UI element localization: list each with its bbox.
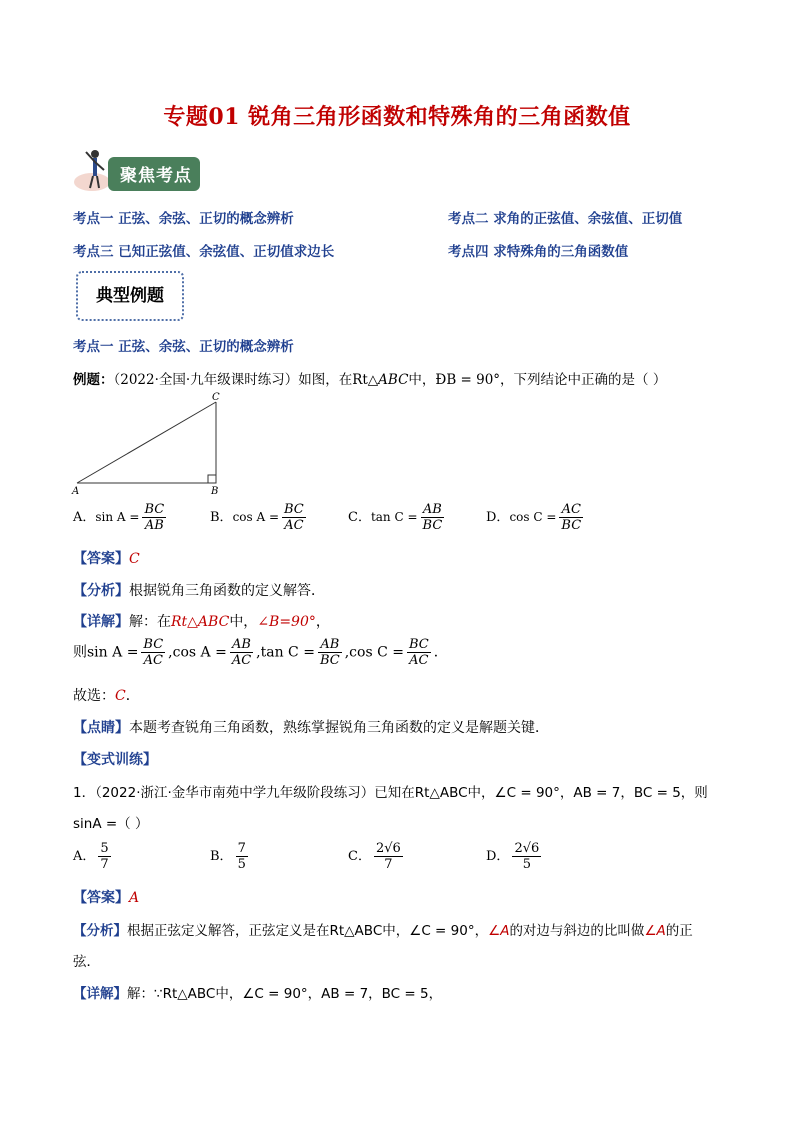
focus-banner <box>72 148 202 194</box>
example-prefix: 例题： <box>73 372 114 388</box>
option-d: D．cos C = $\frac{AC}{BC}$ <box>486 502 582 533</box>
point-1: 【点睛】本题考查锐角三角函数，熟练掌握锐角三角函数的定义是解题关键． <box>73 720 549 736</box>
kaodian-1: 考点一 正弦、余弦、正切的概念辨析 <box>73 211 294 227</box>
detail-2: 【详解】解：∵Rt△ABC中，∠C = 90°，AB = 7，BC = 5， <box>73 986 443 1002</box>
banner-label: 聚焦考点 <box>120 166 192 186</box>
q1-option-a: A． $\frac{5}{7}$ <box>73 841 109 872</box>
analysis-1: 【分析】根据锐角三角函数的定义解答． <box>73 583 325 599</box>
typical-examples-box: 典型例题 <box>76 271 184 321</box>
q1-option-d: D． $\frac{2√6}{5}$ <box>486 841 540 872</box>
kaodian-4: 考点四 求特殊角的三角函数值 <box>448 244 629 260</box>
kaodian-3: 考点三 已知正弦值、余弦值、正切值求边长 <box>73 244 335 260</box>
analysis-2: 【分析】根据正弦定义解答，正弦定义是在Rt△ABC中，∠C = 90°，∠A的对边与斜边的比叫做∠A的正 <box>73 923 693 939</box>
right-triangle-figure <box>70 390 230 498</box>
option-b: B．cos A = $\frac{BC}{AC}$ <box>210 502 304 533</box>
section-heading: 考点一 正弦、余弦、正切的概念辨析 <box>73 339 294 355</box>
q1-option-b: B． $\frac{7}{5}$ <box>210 841 246 872</box>
vertex-c-label: C <box>212 392 220 403</box>
option-c: C．tan C = $\frac{AB}{BC}$ <box>348 502 443 533</box>
question-1-line-1: 1．（2022·浙江·金华市南苑中学九年级阶段练习）已知在Rt△ABC中，∠C = 90°，AB = 7，BC = 5，则 <box>73 785 708 801</box>
option-a: A．sin A = $\frac{BC}{AB}$ <box>73 502 165 533</box>
question-1-line-2: sinA =（ ） <box>73 816 149 832</box>
vertex-a-label: A <box>72 486 80 497</box>
example-text-a: （2022·全国·九年级课时练习）如图，在Rt <box>113 372 368 388</box>
formula-line: 则sin A = $\frac{BC}{AC}$ ,cos A = $\frac{AB}{AC}$ ,tan C = $\frac{AB}{BC}$ ,cos C = $\frac{BC}{AC}$ ． <box>73 637 448 668</box>
variant-heading: 【变式训练】 <box>73 752 157 768</box>
answer-1: 【答案】C <box>73 551 140 567</box>
choose-line: 故选：C． <box>73 688 140 704</box>
triangle-name: ABC <box>378 372 409 388</box>
page-title: 专题01 锐角三角形函数和特殊角的三角函数值 <box>163 104 631 130</box>
vertex-b-label: B <box>211 486 219 497</box>
example-question <box>73 368 666 388</box>
q1-option-c: C． $\frac{2√6}{7}$ <box>348 841 401 872</box>
analysis-2-cont: 弦． <box>73 954 100 970</box>
triangle-symbol: △ <box>367 372 379 388</box>
detail-1: 【详解】解：在Rt△ABC中，∠B=90°， <box>73 614 330 630</box>
answer-2: 【答案】A <box>73 890 140 906</box>
kaodian-2: 考点二 求角的正弦值、余弦值、正切值 <box>448 211 683 227</box>
example-text-b: 中，ÐB = 90°，下列结论中正确的是（ ） <box>408 372 667 388</box>
